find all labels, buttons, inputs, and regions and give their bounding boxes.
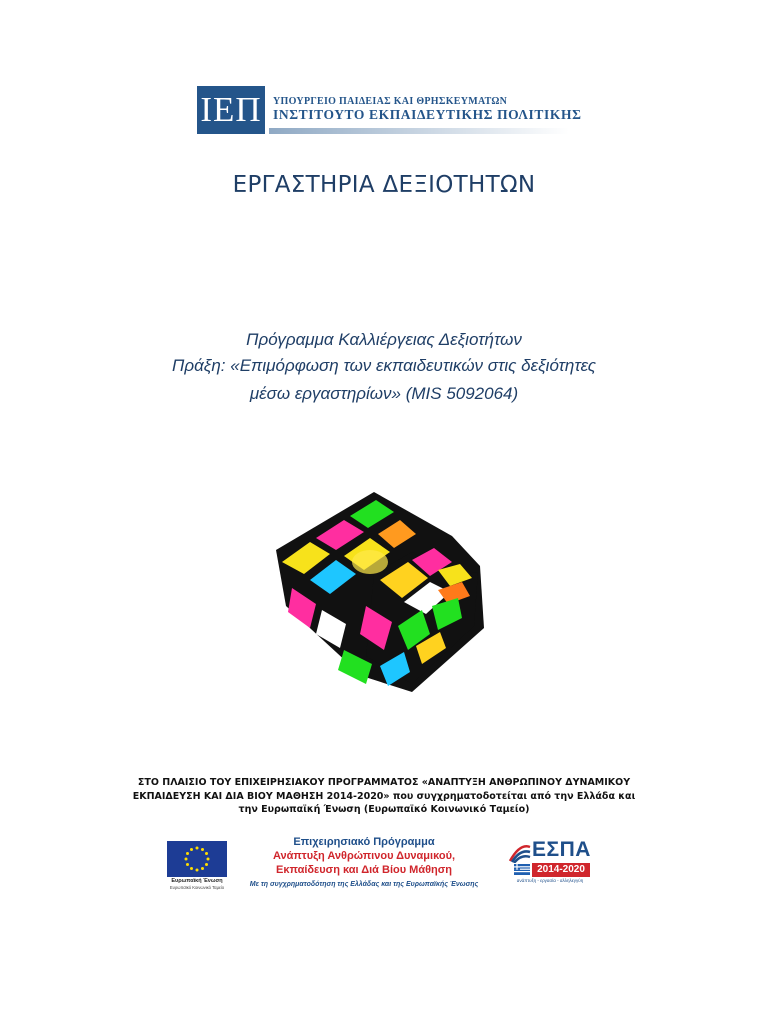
greek-flag-icon — [514, 864, 530, 875]
espa-years: 2014-2020 — [532, 863, 590, 877]
espa-tagline: ανάπτυξη - εργασία - αλληλεγγύη — [516, 878, 584, 883]
op-line-2: Ανάπτυξη Ανθρώπινου Δυναμικού, — [272, 850, 456, 862]
funding-note-line-2: ΕΚΠΑΙΔΕΥΣΗ ΚΑΙ ΔΙΑ ΒΙΟΥ ΜΑΘΗΣΗ 2014-2020» που συγχρηματοδοτείται από την Ελλάδα και — [132, 791, 636, 802]
logo-underline — [269, 128, 569, 134]
subtitle-line-1: Πρόγραμμα Καλλιέργειας Δεξιοτήτων — [246, 330, 522, 349]
op-line-1: Επιχειρησιακό Πρόγραμμα — [293, 836, 435, 848]
espa-arcs-icon — [508, 841, 532, 863]
op-line-4: Με τη συγχρηματοδότηση της Ελλάδας και της Ευρωπαϊκής Ένωσης — [249, 881, 479, 888]
op-line-3: Εκπαίδευση και Διά Βίου Μάθηση — [275, 864, 453, 876]
eu-sublabel: Ευρωπαϊκό Κοινωνικό Ταμείο — [169, 885, 225, 890]
operational-programme-logo — [244, 835, 484, 891]
iep-logo — [197, 86, 582, 134]
espa-logo — [508, 838, 592, 888]
subtitle-line-2: Πράξη: «Επιμόρφωση των εκπαιδευτικών στις δεξιότητες — [172, 356, 596, 375]
rubiks-cube-icon — [262, 478, 502, 700]
institute-name: ΙΝΣΤΙΤΟΥΤΟ ΕΚΠΑΙΔΕΥΤΙΚΗΣ ΠΟΛΙΤΙΚΗΣ — [273, 107, 582, 122]
eu-flag-icon — [167, 841, 227, 877]
funding-note-line-1: ΣΤΟ ΠΛΑΙΣΙΟ ΤΟΥ ΕΠΙΧΕΙΡΗΣΙΑΚΟΥ ΠΡΟΓΡΑΜΜΑΤΟΣ «ΑΝΑΠΤΥΞΗ ΑΝΘΡΩΠΙΝΟΥ ΔΥΝΑΜΙΚΟΥ — [137, 777, 631, 788]
subtitle-line-3: μέσω εργαστηρίων» (MIS 5092064) — [249, 384, 519, 403]
espa-word: ΕΣΠΑ — [532, 838, 591, 861]
eu-label: Ευρωπαϊκή Ένωση — [171, 878, 223, 884]
ministry-name: ΥΠΟΥΡΓΕΙΟ ΠΑΙΔΕΙΑΣ ΚΑΙ ΘΡΗΣΚΕΥΜΑΤΩΝ — [273, 96, 508, 107]
funding-note-line-3: την Ευρωπαϊκή Ένωση (Ευρωπαϊκό Κοινωνικό Ταμείο) — [238, 804, 530, 815]
iep-logo-letters: ΙΕΠ — [200, 90, 262, 129]
page-title: ΕΡΓΑΣΤΗΡΙΑ ΔΕΞΙΟΤΗΤΩΝ — [232, 172, 536, 198]
